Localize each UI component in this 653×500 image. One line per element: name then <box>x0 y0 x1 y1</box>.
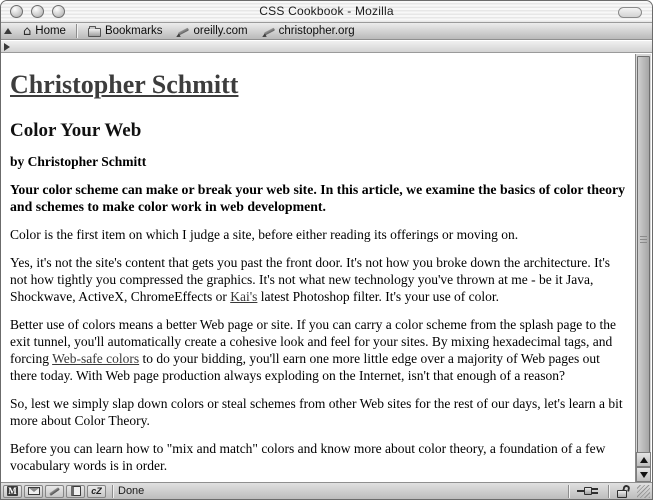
page-content <box>2 54 635 482</box>
bookmark-oreilly-label: oreilly.com <box>193 25 248 37</box>
scrollbar-thumb[interactable] <box>637 56 650 453</box>
paragraph <box>10 440 629 474</box>
toolbar-toggle-button[interactable] <box>618 7 642 18</box>
paragraph <box>10 254 629 305</box>
composer-pen-icon <box>49 487 60 496</box>
scroll-up-button[interactable] <box>636 452 651 467</box>
chatzilla-button[interactable] <box>87 485 106 498</box>
paragraph-text: to do your bidding, you'll earn one more little edge over a majority of Web pages out there today. With Web page production always exploding on the Internet, isn't that enough of a reason? <box>10 351 600 383</box>
address-book-button[interactable] <box>66 485 85 498</box>
window-title: CSS Cookbook - Mozilla <box>259 4 394 18</box>
article-byline: by Christopher Schmitt <box>10 154 147 169</box>
composer-button[interactable] <box>45 485 64 498</box>
chatzilla-icon: cZ <box>91 485 102 496</box>
bookmark-quill-icon <box>262 26 275 37</box>
bookmark-christopher-label: christopher.org <box>278 25 355 37</box>
paragraph <box>10 316 629 384</box>
navigator-button[interactable] <box>3 485 22 498</box>
article-intro: Your color scheme can make or break your web site. In this article, we examine the basics of color theory and schemes to make color work in web development. <box>10 182 626 214</box>
navigator-icon: M <box>8 486 17 496</box>
status-text: Done <box>118 485 145 497</box>
home-button[interactable] <box>16 24 73 39</box>
vertical-scrollbar[interactable] <box>635 54 651 482</box>
collapsed-toolbar <box>1 41 652 53</box>
paragraph-text: Better use of colors means a better Web page or site. If you can carry a color scheme from the splash page to the exit tunnel, you'll automatically create a cohesive look and feel for your sites. By mixing hexadecimal tags, and forcing <box>10 317 616 366</box>
status-bar <box>1 482 652 499</box>
mail-icon <box>28 487 40 495</box>
address-book-icon <box>71 486 81 496</box>
web-safe-colors-link[interactable]: Web-safe colors <box>52 351 140 366</box>
mail-button[interactable] <box>24 485 43 498</box>
toolbar-collapse-grippy-icon[interactable] <box>4 28 12 34</box>
paragraph-text: Before you can learn how to "mix and match" colors and know more about color theory, a foundation of a few vocabulary words is in order. <box>10 441 606 473</box>
site-title-link[interactable]: Christopher Schmitt <box>10 70 239 99</box>
statusbar-separator <box>608 485 610 498</box>
home-label: Home <box>35 25 66 37</box>
home-icon: ⌂ <box>23 23 32 39</box>
toolbar-expand-grippy-icon[interactable] <box>4 43 10 51</box>
title-bar[interactable] <box>1 1 652 23</box>
security-unlocked-icon[interactable] <box>616 485 632 498</box>
window-resize-grip[interactable] <box>637 485 650 498</box>
statusbar-separator <box>568 485 570 498</box>
bookmarks-label: Bookmarks <box>104 25 163 37</box>
paragraph-text: Color is the first item on which I judge a site, before either reading its offerings or moving on. <box>10 227 519 242</box>
paragraph <box>10 395 629 429</box>
kais-link[interactable]: Kai's <box>230 289 258 304</box>
paragraph <box>10 226 629 243</box>
online-status-plug-icon[interactable] <box>577 486 601 496</box>
bookmarks-button[interactable] <box>81 24 170 39</box>
paragraph-text: Yes, it's not the site's content that gets you past the front door. It's not how you broke down the architecture. It's not how tightly you compressed the graphics. It's not what new technology you've thrown at me - be it Java, Shockwave, ActiveX, ChromeEffects or <box>10 255 611 304</box>
scroll-down-button[interactable] <box>636 467 651 482</box>
paragraph-text: So, lest we simply slap down colors or steal schemes from other Web sites for the rest of our days, let's learn a bit more about Color Theory. <box>10 396 623 428</box>
down-arrow-icon <box>640 472 648 478</box>
paragraph-text: latest Photoshop filter. It's your use of color. <box>257 289 500 304</box>
up-arrow-icon <box>640 457 648 463</box>
bookmark-christopher[interactable] <box>255 24 362 39</box>
statusbar-separator <box>112 485 114 498</box>
article-heading: Color Your Web <box>10 120 142 141</box>
page-title <box>10 70 629 100</box>
personal-toolbar <box>1 23 652 40</box>
toolbar-separator <box>76 24 78 38</box>
scrollbar-thumb-ridges-icon <box>640 235 647 243</box>
folder-icon <box>88 28 101 37</box>
bookmark-oreilly[interactable] <box>169 24 254 39</box>
bookmark-quill-icon <box>176 26 189 37</box>
